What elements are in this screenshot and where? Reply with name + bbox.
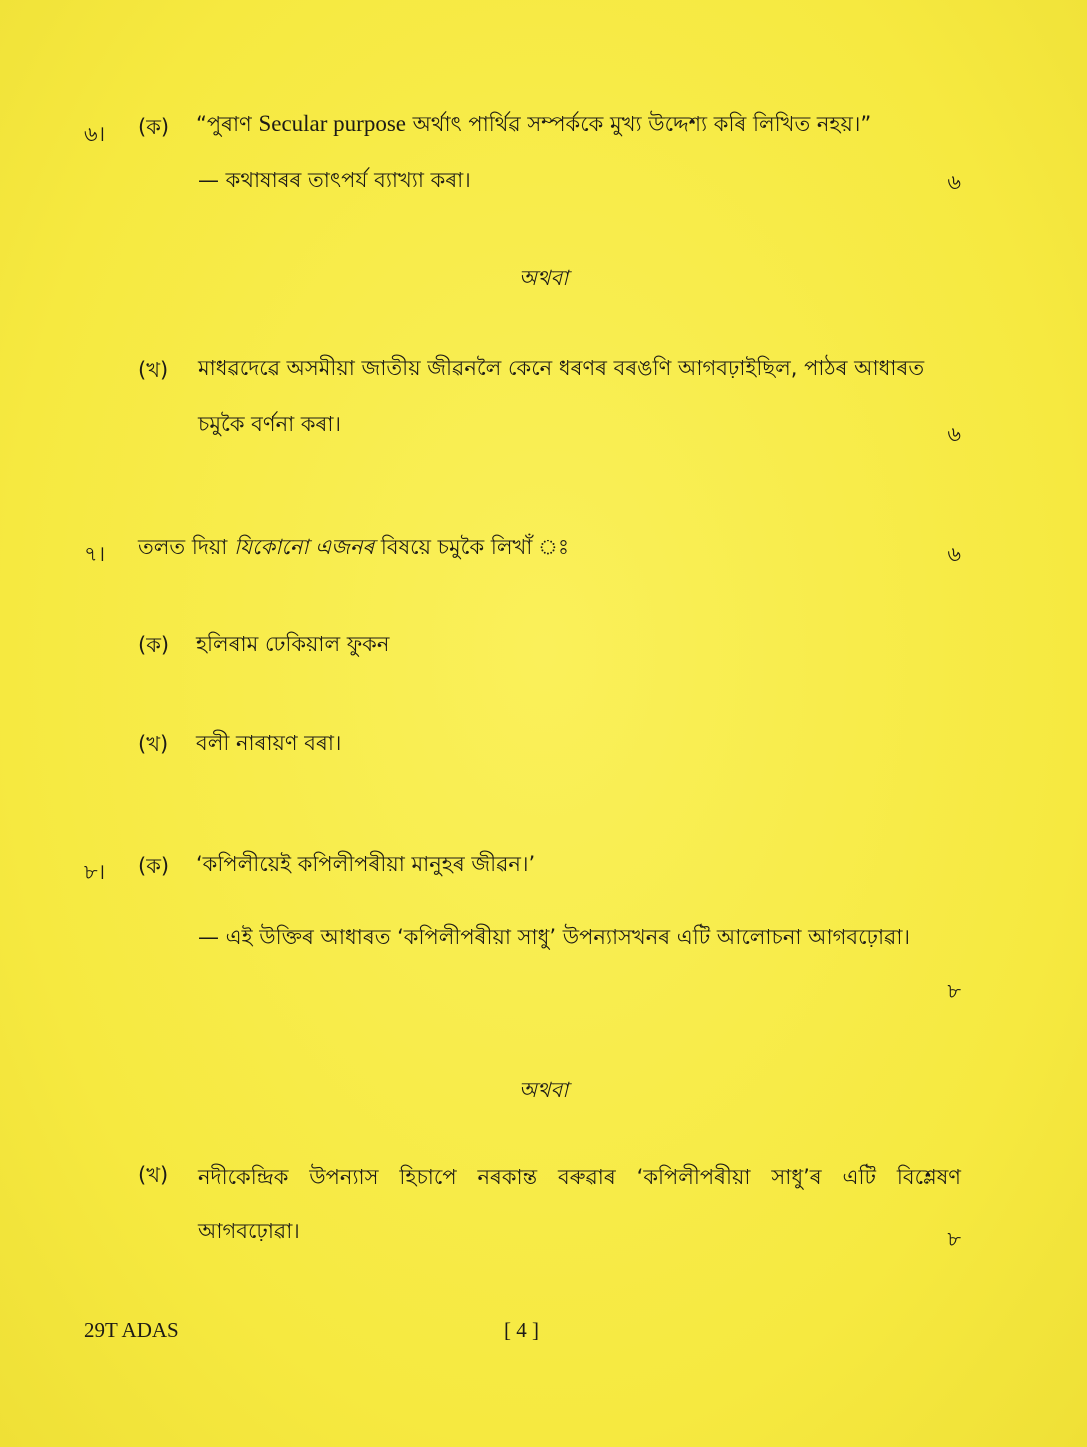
q7-number: ৭।: [84, 542, 106, 566]
q8-or: অথবা: [518, 1078, 569, 1102]
q6b-line2: চমুকৈ বৰ্ণনা কৰা।: [198, 412, 341, 436]
q7-text: তলত দিয়া যিকোনো এজনৰ বিষয়ে চমুকৈ লিখাঁ ঃ: [138, 535, 570, 559]
q6a-label: (ক): [138, 115, 170, 139]
q6b-marks: ৬: [947, 422, 961, 446]
q7a-label: (ক): [138, 633, 170, 657]
q8a-label: (ক): [138, 854, 170, 878]
q6b-line1: মাধৱদেৱে অসমীয়া জাতীয় জীৱনলৈ কেনে ধৰণৰ বৰঙণি আগবঢ়াইছিল, পাঠৰ আধাৰত: [198, 356, 925, 380]
paper-code: 29T ADAS: [84, 1318, 179, 1342]
q7b-text: বলী নাৰায়ণ বৰা।: [196, 731, 342, 755]
q6a-quote-latin: Secular purpose: [258, 111, 406, 136]
q6-or: অথবা: [518, 266, 569, 290]
q8-number: ৮।: [84, 860, 106, 884]
q8b-marks: ৮: [947, 1227, 961, 1251]
q6a-quote: “পুৰাণ Secular purpose অৰ্থাৎ পাৰ্থিৱ সম্পৰ্ককে মুখ্য উদ্দেশ্য কৰি লিখিত নহয়।”: [196, 111, 872, 136]
q8b-line1: নদীকেন্দ্ৰিক উপন্যাস হিচাপে নৰকান্ত বৰুৱাৰ ‘কপিলীপৰীয়া সাধু’ৰ এটি বিশ্লেষণ: [198, 1165, 961, 1189]
q8b-line2: আগবঢ়োৱা।: [198, 1219, 300, 1243]
q8a-quote: ‘কপিলীয়েই কপিলীপৰীয়া মানুহৰ জীৱন।’: [196, 852, 536, 876]
q8b-label: (খ): [138, 1163, 169, 1187]
q7a-text: হলিৰাম ঢেকিয়াল ফুকন: [196, 632, 390, 656]
q6a-instruction: — কথাষাৰৰ তাৎপৰ্য ব্যাখ্যা কৰা।: [198, 168, 471, 192]
q6b-label: (খ): [138, 358, 169, 382]
q8a-marks: ৮: [947, 979, 961, 1003]
q7-marks: ৬: [947, 542, 961, 566]
q7b-label: (খ): [138, 732, 169, 756]
q7-text-emphasis: যিকোনো এজনৰ: [234, 535, 375, 559]
page-number: [ 4 ]: [504, 1318, 539, 1342]
q8a-instruction: — এই উক্তিৰ আধাৰত ‘কপিলীপৰীয়া সাধু’ উপন্যাসখনৰ এটি আলোচনা আগবঢ়োৱা।: [198, 925, 910, 949]
q6a-marks: ৬: [947, 170, 961, 194]
q6-number: ৬।: [84, 122, 106, 146]
